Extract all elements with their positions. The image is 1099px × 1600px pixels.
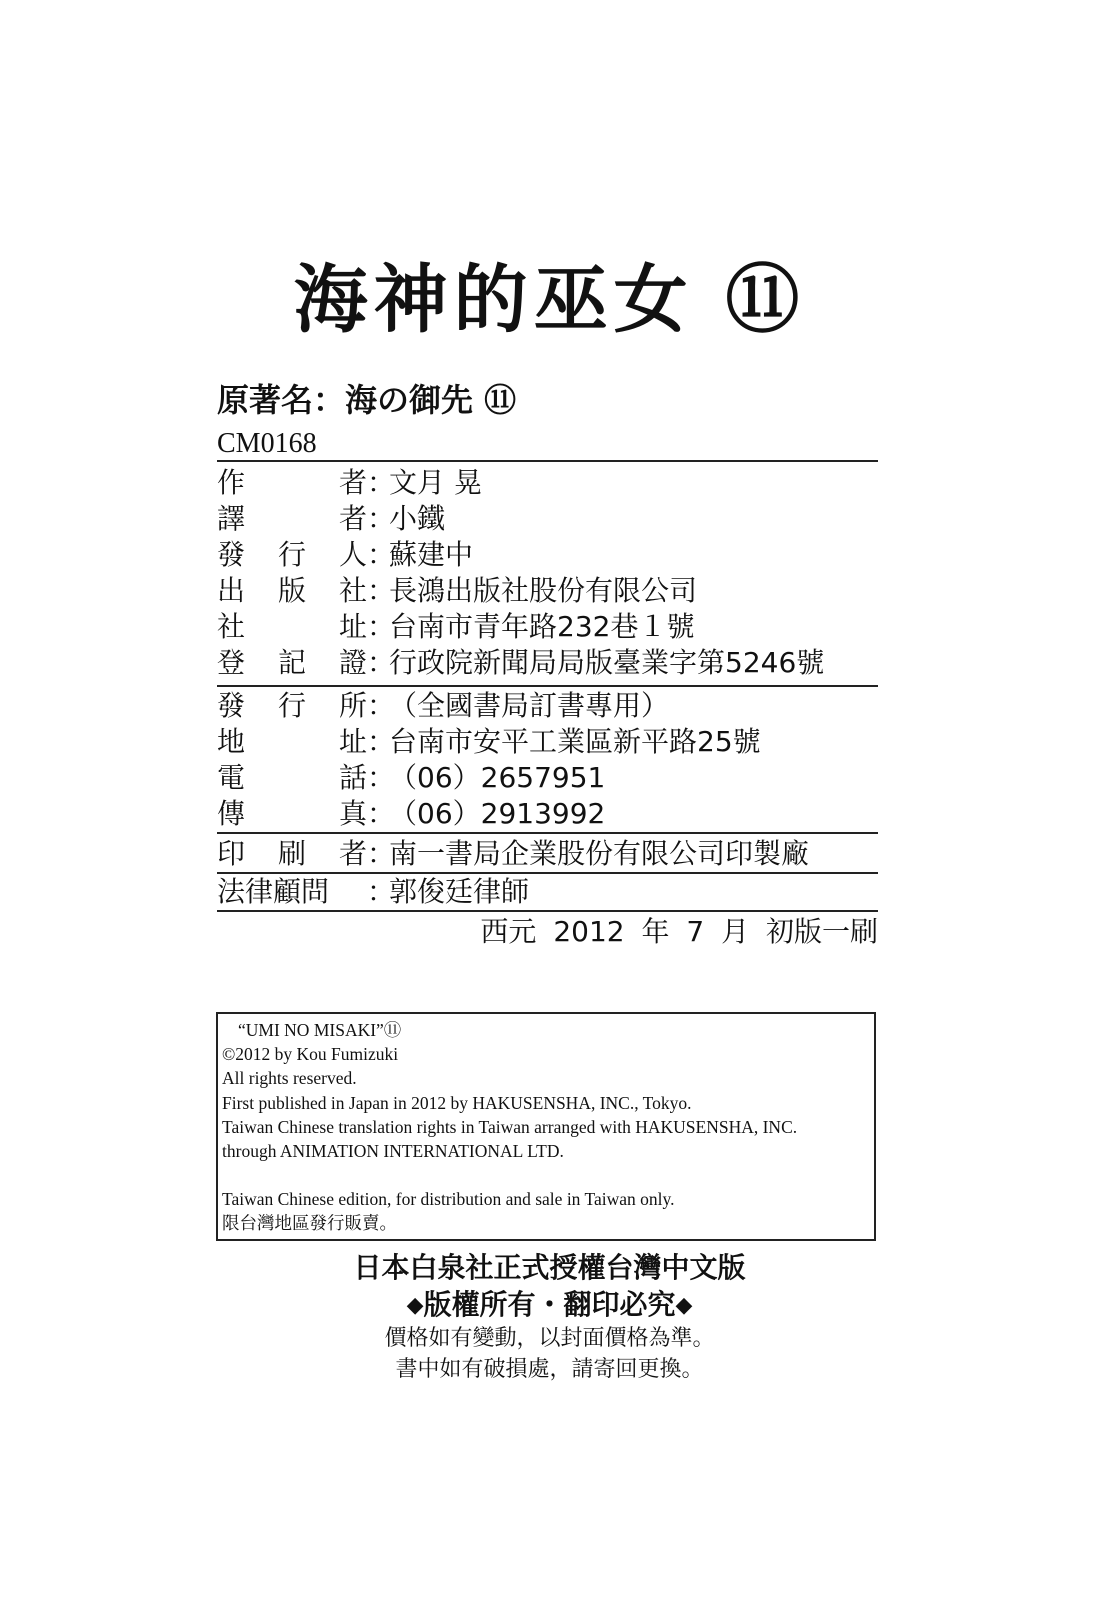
info-label-char: 發 (217, 538, 246, 571)
divider-printer (217, 832, 878, 834)
original-title: 原著名：海の御先 ⑪ (217, 381, 517, 419)
info-label-char: 印 (217, 837, 246, 870)
copyright-line: “UMI NO MISAKI”⑪ (238, 1020, 402, 1040)
info-label-char: 發 (217, 689, 246, 722)
info-colon: ： (367, 875, 396, 908)
info-label-char: 者 (338, 837, 367, 870)
info-colon: ： (367, 797, 396, 830)
info-label-char: 譯 (217, 502, 246, 535)
damage-note: 書中如有破損處，請寄回更換。 (395, 1356, 704, 1381)
info-value: 長鴻出版社股份有限公司 (389, 574, 698, 607)
info-value: （06）2657951 (389, 761, 606, 794)
info-label-char: 出 (217, 574, 246, 607)
copyright-notice-box (216, 1012, 876, 1241)
publication-info-group (217, 465, 878, 681)
info-label-char: 社 (217, 610, 246, 643)
info-label-char: 行 (277, 538, 306, 571)
info-label (217, 688, 367, 724)
info-colon: ： (367, 538, 396, 571)
info-label-char: 法律顧問 (217, 875, 330, 908)
info-label-char: 話 (338, 761, 367, 794)
copyright-line: Taiwan Chinese edition, for distribution and sale in Taiwan only. (222, 1189, 675, 1210)
info-label (217, 501, 367, 537)
copyright-text: 版權所有・翻印必究 (423, 1288, 676, 1321)
info-row (217, 836, 878, 872)
copyright-line: Taiwan Chinese translation rights in Taiwan arranged with HAKUSENSHA, INC. (222, 1116, 798, 1137)
info-label-char: 刷 (277, 837, 306, 870)
info-label-char: 址 (338, 725, 367, 758)
info-label (217, 724, 367, 760)
legal-info (217, 874, 878, 910)
info-label (217, 836, 367, 872)
info-row (217, 465, 878, 501)
info-colon: ： (367, 689, 396, 722)
info-label-char: 真 (338, 797, 367, 830)
spacer (222, 1163, 874, 1187)
info-value: 文月 晃 (389, 466, 482, 499)
info-colon: ： (367, 646, 396, 679)
copyright-line: through ANIMATION INTERNATIONAL LTD. (222, 1141, 564, 1162)
info-row (217, 760, 878, 796)
info-value: 台南市青年路232巷１號 (389, 610, 695, 643)
info-value: 台南市安平工業區新平路25號 (389, 725, 761, 758)
info-colon: ： (367, 837, 396, 870)
info-value: 南一書局企業股份有限公司印製廠 (389, 837, 810, 870)
diamond-icon: ◆ (675, 1293, 693, 1318)
info-row (217, 609, 878, 645)
divider-distribution (217, 685, 878, 687)
info-colon: ： (367, 610, 396, 643)
info-label-char: 證 (338, 646, 367, 679)
copyright-line: 限台灣地區發行販賣。 (222, 1213, 397, 1234)
info-label-char: 作 (217, 466, 246, 499)
info-colon: ： (367, 502, 396, 535)
info-label-char: 所 (338, 689, 367, 722)
info-value: 郭俊廷律師 (389, 875, 530, 908)
book-title: 海神的巫女 ⑪ (293, 257, 806, 343)
copyright-line (0, 1287, 1099, 1324)
authorized-edition-line: 日本白泉社正式授權台灣中文版 (353, 1251, 746, 1284)
info-label (217, 537, 367, 573)
info-colon: ： (367, 725, 396, 758)
info-value: 蘇建中 (389, 538, 474, 571)
copyright-line: ©2012 by Kou Fumizuki (222, 1044, 399, 1065)
info-label (217, 465, 367, 501)
info-label (217, 609, 367, 645)
info-value: （全國書局訂書專用） (389, 689, 670, 722)
info-value: 小鐵 (389, 502, 446, 535)
info-label-char: 行 (277, 689, 306, 722)
info-row (217, 573, 878, 609)
info-row (217, 688, 878, 724)
product-code: CM0168 (217, 428, 317, 459)
info-value: 行政院新聞局局版臺業字第5246號 (389, 646, 825, 679)
info-label-char: 者 (338, 466, 367, 499)
price-note: 價格如有變動，以封面價格為準。 (384, 1325, 715, 1350)
info-colon: ： (367, 574, 396, 607)
info-label-char: 記 (277, 646, 306, 679)
info-colon: ： (367, 466, 396, 499)
info-label-char: 社 (338, 574, 367, 607)
copyright-line: All rights reserved. (222, 1068, 357, 1089)
info-label (217, 645, 367, 681)
info-row (217, 796, 878, 832)
info-label-char: 登 (217, 646, 246, 679)
info-colon: ： (367, 761, 396, 794)
info-row (217, 874, 878, 910)
divider-top (217, 460, 878, 462)
info-label-char: 傳 (217, 797, 246, 830)
info-row (217, 501, 878, 537)
info-label-char: 者 (338, 502, 367, 535)
info-label (217, 796, 367, 832)
info-row (217, 537, 878, 573)
copyright-line: First published in Japan in 2012 by HAKUSENSHA, INC., Tokyo. (222, 1092, 692, 1113)
info-label (217, 874, 367, 910)
info-label-char: 人 (338, 538, 367, 571)
info-label (217, 760, 367, 796)
info-label (217, 573, 367, 609)
info-label-char: 版 (277, 574, 306, 607)
diamond-icon: ◆ (406, 1293, 424, 1318)
publication-date: 西元 2012 年 7 月 初版一刷 (480, 915, 878, 948)
printer-info (217, 836, 878, 872)
info-label-char: 地 (217, 725, 246, 758)
distribution-info-group (217, 688, 878, 832)
info-row (217, 724, 878, 760)
info-row (217, 645, 878, 681)
info-value: （06）2913992 (389, 797, 606, 830)
info-label-char: 電 (217, 761, 246, 794)
info-label-char: 址 (338, 610, 367, 643)
